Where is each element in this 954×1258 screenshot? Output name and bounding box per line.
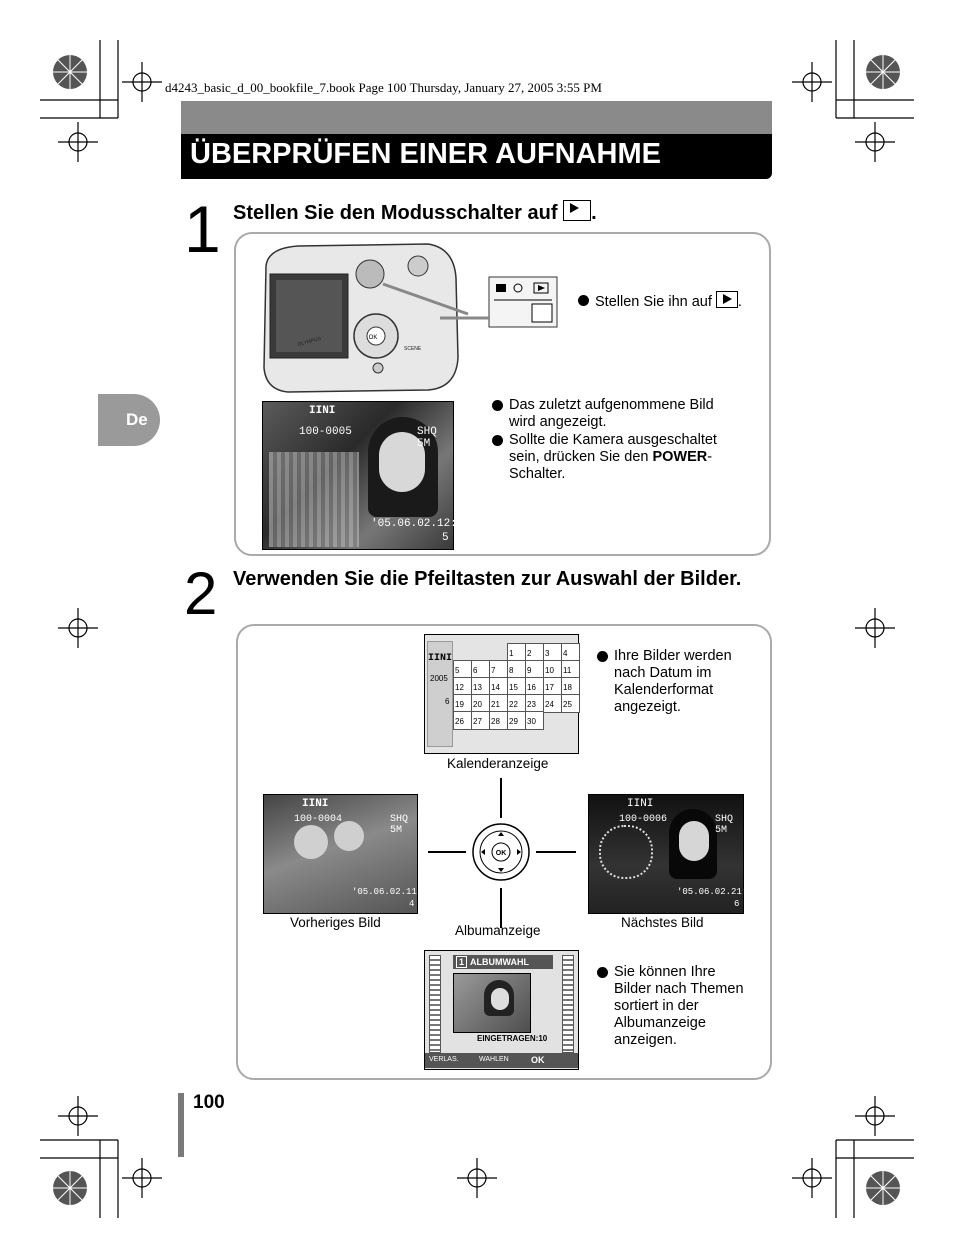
- play-mode-icon-small: [716, 291, 738, 308]
- calendar-day-number: 6: [473, 666, 478, 675]
- prev-count: 4: [409, 899, 415, 909]
- previous-caption: Vorheriges Bild: [290, 915, 381, 930]
- next-count: 6: [734, 899, 740, 909]
- calendar-day-cell[interactable]: [471, 711, 490, 730]
- album-footer-ok[interactable]: OK: [531, 1055, 545, 1065]
- bullet-set-switch-text: Stellen Sie ihn auf: [595, 294, 712, 310]
- calendar-day-number: 30: [527, 717, 536, 726]
- step-1-heading: [233, 200, 597, 225]
- calendar-day-number: 3: [545, 649, 550, 658]
- page-number-bar: [178, 1093, 184, 1157]
- calendar-day-number: 23: [527, 700, 536, 709]
- next-mode-label: IINI: [627, 798, 654, 810]
- language-tab-label: De: [126, 410, 148, 429]
- calendar-day-number: 11: [563, 666, 572, 675]
- calendar-day-number: 4: [563, 649, 568, 658]
- calendar-day-number: 28: [491, 717, 500, 726]
- photo-mode-label: IINI: [309, 405, 336, 417]
- bullet-power-text-end: -Schalter.: [509, 449, 713, 482]
- camera-ok-label: OK: [368, 335, 378, 341]
- previous-photo: [263, 794, 434, 914]
- calendar-day-number: 17: [545, 683, 554, 692]
- album-footer: [425, 1053, 578, 1068]
- arrow-pad-ok-label: OK: [495, 850, 507, 857]
- bullet-calendar-text: Ihre Bilder werden nach Datum im Kalenderformat angezeigt.: [614, 648, 732, 715]
- prev-quality: SHQ 5M: [390, 814, 409, 836]
- bullet-last-photo: [492, 397, 742, 483]
- bullet-last-photo-text: Das zuletzt aufgenommene Bild wird angezeigt.: [509, 397, 714, 430]
- photo-file-number: 100-0005: [299, 426, 352, 438]
- mode-switch-detail: [488, 276, 560, 330]
- calendar-day-number: 16: [527, 683, 536, 692]
- prev-mode-label: IINI: [302, 798, 329, 810]
- bullet-set-switch: [578, 291, 742, 311]
- title-band: [181, 101, 772, 134]
- step-2-heading: Verwenden Sie die Pfeiltasten zur Auswahl der Bilder.: [233, 568, 742, 590]
- album-footer-select[interactable]: WAHLEN: [479, 1056, 509, 1063]
- calendar-day-number: 1: [509, 649, 514, 658]
- album-caption: Albumanzeige: [455, 923, 541, 938]
- calendar-day-number: 20: [473, 700, 482, 709]
- play-mode-icon: [563, 200, 591, 221]
- ferris-wheel: [599, 825, 653, 879]
- step-2-number: 2: [184, 560, 218, 627]
- calendar-caption: Kalenderanzeige: [447, 756, 549, 771]
- album-portrait-face: [491, 988, 509, 1010]
- album-title: ALBUMWAHL: [470, 957, 530, 967]
- calendar-day-number: 25: [563, 700, 572, 709]
- album-index: 1: [456, 956, 467, 968]
- page-number: 100: [193, 1092, 225, 1113]
- photo-datetime: '05.06.02.12:30: [371, 518, 471, 530]
- calendar-day-number: 22: [509, 700, 518, 709]
- last-photo-preview: [262, 401, 471, 550]
- calendar-day-number: 15: [509, 683, 518, 692]
- page-title: ÜBERPRÜFEN EINER AUFNAHME: [190, 138, 661, 170]
- album-spine-left: [429, 955, 441, 1053]
- calendar-mode-label: IINI: [428, 653, 453, 664]
- calendar-month: 6: [445, 697, 450, 706]
- photo-quality: SHQ 5M: [417, 426, 437, 450]
- calendar-day-cell[interactable]: [561, 694, 580, 713]
- background-shelves: [269, 452, 359, 547]
- calendar-day-number: 29: [509, 717, 518, 726]
- power-keyword: POWER: [652, 449, 708, 465]
- calendar-day-number: 14: [491, 683, 500, 692]
- person-2: [334, 821, 364, 851]
- bullet-dot: [597, 967, 608, 978]
- album-screen: [424, 950, 579, 1070]
- calendar-day-cell[interactable]: [489, 711, 508, 730]
- calendar-day-number: 7: [491, 666, 496, 675]
- album-thumbnail: [453, 973, 531, 1033]
- calendar-day-number: 5: [455, 666, 460, 675]
- prev-file-number: 100-0004: [294, 814, 343, 825]
- calendar-day-number: 19: [455, 700, 464, 709]
- album-footer-back[interactable]: VERLAS.: [429, 1056, 459, 1063]
- bullet-dot: [492, 435, 503, 446]
- calendar-day-cell[interactable]: [525, 711, 544, 730]
- step-1-number: 1: [184, 192, 221, 266]
- bullet-calendar: [597, 648, 747, 716]
- album-registered: EINGETRAGEN:10: [477, 1034, 548, 1043]
- bullet-set-switch-end: .: [737, 294, 742, 310]
- next-file-number: 100-0006: [619, 814, 668, 825]
- calendar-day-number: 27: [473, 717, 482, 726]
- album-spine-right: [562, 955, 574, 1053]
- bullet-album-text: Sie können Ihre Bilder nach Themen sortiert in der Albumanzeige anzeigen.: [614, 964, 744, 1048]
- album-header: [453, 955, 553, 969]
- calendar-day-number: 9: [527, 666, 532, 675]
- camera-brand: OLYMPUS: [296, 335, 322, 348]
- bullet-dot: [492, 400, 503, 411]
- arrow-pad-diagram: [428, 776, 578, 936]
- person-1: [294, 825, 328, 859]
- scene-label: SCENE: [404, 346, 422, 352]
- calendar-day-number: 18: [563, 683, 572, 692]
- switch-pointer-line: [440, 308, 490, 328]
- bullet-dot: [597, 651, 608, 662]
- prev-datetime: '05.06.02.11:30: [352, 887, 434, 897]
- bullet-item: [492, 432, 742, 483]
- next-caption: Nächstes Bild: [621, 915, 704, 930]
- calendar-day-number: 2: [527, 649, 532, 658]
- next-quality: SHQ 5M: [715, 814, 734, 836]
- photo-count: 5: [442, 532, 449, 544]
- bullet-power-text-main: Sollte die Kamera ausgeschaltet sein, drücken Sie den: [509, 432, 717, 465]
- next-photo: [588, 794, 759, 914]
- calendar-day-number: 13: [473, 683, 482, 692]
- calendar-year: 2005: [430, 674, 448, 683]
- calendar-day-cell[interactable]: [453, 711, 472, 730]
- calendar-day-number: 12: [455, 683, 464, 692]
- portrait-face-next: [679, 821, 709, 861]
- calendar-day-number: 21: [491, 700, 500, 709]
- calendar-day-number: 24: [545, 700, 554, 709]
- bullet-album: [597, 964, 752, 1049]
- print-header: d4243_basic_d_00_bookfile_7.book Page 100 Thursday, January 27, 2005 3:55 PM: [165, 80, 602, 95]
- calendar-day-number: 10: [545, 666, 554, 675]
- calendar-screen: [424, 634, 579, 754]
- bullet-dot: [578, 295, 589, 306]
- calendar-day-cell[interactable]: [543, 694, 562, 713]
- calendar-day-number: 26: [455, 717, 464, 726]
- calendar-day-cell[interactable]: [507, 711, 526, 730]
- step-1-heading-end: .: [591, 202, 597, 224]
- calendar-day-number: 8: [509, 666, 514, 675]
- camera-illustration: [258, 238, 468, 398]
- next-datetime: '05.06.02.21:30: [677, 887, 759, 897]
- step-1-heading-text: Stellen Sie den Modusschalter auf: [233, 202, 558, 224]
- bullet-item: [492, 397, 742, 431]
- bullet-power-text: [509, 432, 742, 483]
